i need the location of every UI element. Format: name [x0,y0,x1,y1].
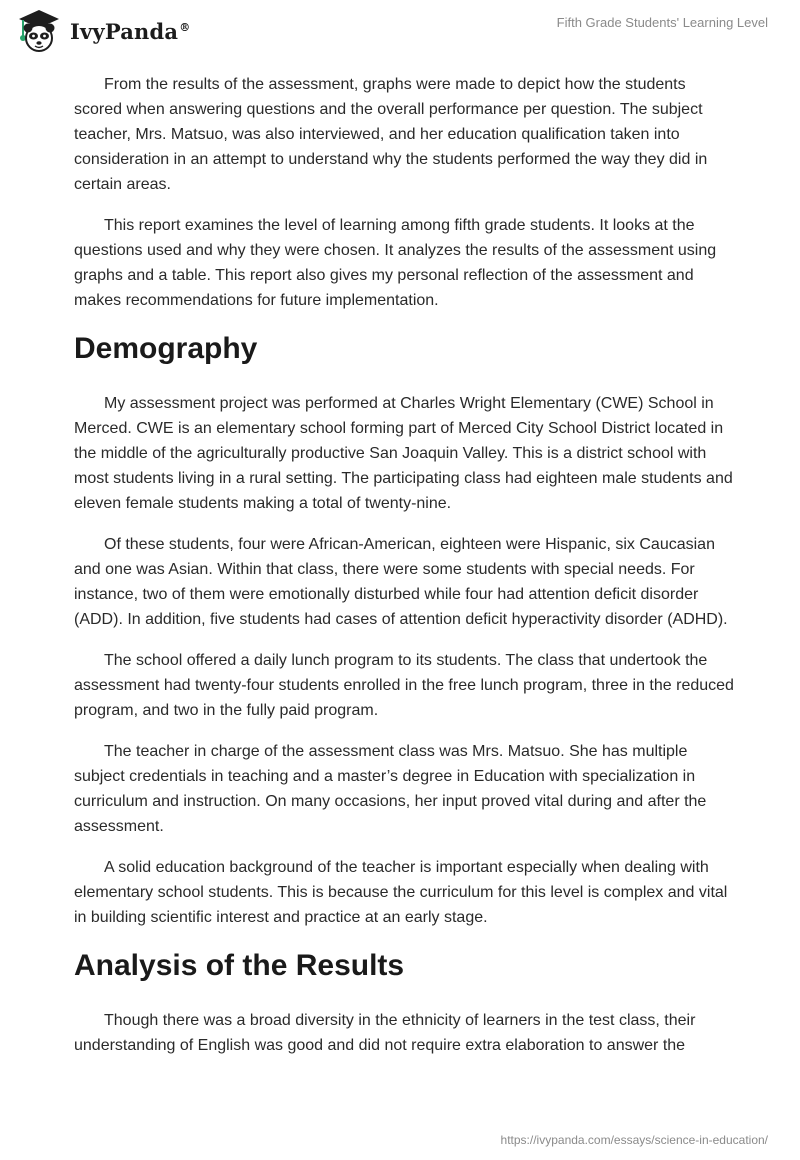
paragraph: From the results of the assessment, graphs were made to depict how the students scored when answering questions and the overall performance per question. The subject teacher, Mrs. Matsuo, was also interviewed, and her education qualification taken into consideration in an attempt to understand why the students performed the way they did in certain areas. [74,76,708,193]
paragraph: Though there was a broad diversity in the ethnicity of learners in the test class, their understanding of English was good and did not require extra elaboration to answer the [74,1012,696,1054]
ivypanda-logo[interactable] [16,8,190,54]
document-title: Fifth Grade Students' Learning Level [556,15,768,30]
paragraph: A solid education background of the teacher is important especially when dealing with elementary school students. This is because the curriculum for this level is complex and vital in building scientific interest and practice at an early stage. [74,859,728,926]
paragraph: My assessment project was performed at Charles Wright Elementary (CWE) School in Merced. CWE is an elementary school forming part of Merced City School District located in the middle of the agriculturally productive San Joaquin Valley. This is a district school with most students living in a rural setting. The participating class had eighteen male students and eleven female students making a total of twenty-nine. [74,395,733,512]
source-url-link[interactable]: https://ivypanda.com/essays/science-in-education/ [500,1133,768,1147]
paragraph: The school offered a daily lunch program to its students. The class that undertook the assessment had twenty-four students enrolled in the free lunch program, three in the reduced program, and two in the fully paid program. [74,652,734,719]
paragraph: The teacher in charge of the assessment class was Mrs. Matsuo. She has multiple subject credentials in teaching and a master’s degree in Education with specialization in curriculum and instruction. On many occasions, her input proved vital during and after the assessment. [74,743,707,835]
paragraph: Of these students, four were African-American, eighteen were Hispanic, six Caucasian and one was Asian. Within that class, there were some students with special needs. For instance, two of them were emotionally disturbed while four had attention deficit disorder (ADD). In addition, five students had cases of attention deficit hyperactivity disorder (ADHD). [74,536,728,628]
paragraph: This report examines the level of learning among fifth grade students. It looks at the questions used and why they were chosen. It analyzes the results of the assessment using graphs and a table. This report also gives my personal reflection of the assessment and makes recommendations for future implementation. [74,217,717,309]
essay-body [74,72,734,1074]
logo-wordmark: IvyPanda® [70,18,191,44]
section-heading-demography: Demography [74,332,258,365]
section-heading-analysis: Analysis of the Results [74,949,405,982]
panda-graduate-icon [16,8,62,54]
page-header [0,0,800,60]
